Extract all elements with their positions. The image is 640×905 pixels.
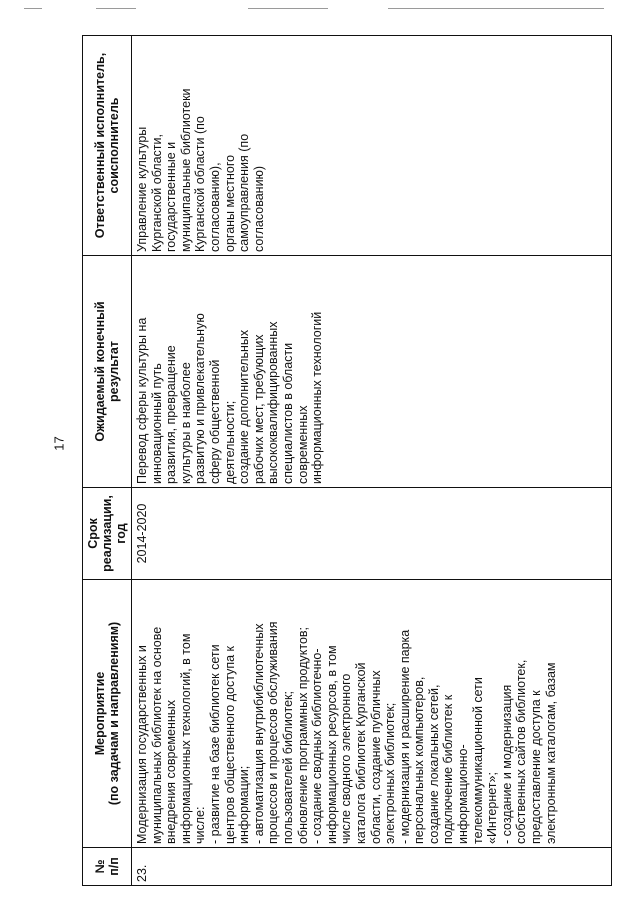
text-line: - автоматизация внутрибиблиотечных [251, 623, 266, 844]
text-line: Курганской области, [149, 134, 164, 252]
text-line: электронным каталогам, базам [543, 662, 558, 844]
text-line: телекоммуникационной сети [470, 677, 485, 844]
text-line: государственные и [164, 141, 179, 252]
header-number [83, 848, 132, 886]
text-line: (по задачам и направлениям) [107, 621, 121, 806]
text-line: результат [107, 341, 121, 402]
text-line: Перевод сферы культуры на [135, 317, 149, 484]
text-line: информации; [237, 765, 252, 844]
text-line: персональных компьютеров, [412, 676, 427, 844]
activity-table [82, 35, 612, 886]
text-line: подключение библиотек к [441, 694, 456, 844]
text-line: пользователей библиотек; [280, 691, 295, 844]
text-line: информационных технологий [310, 311, 325, 484]
text-line: информационных ресурсов, в том [324, 645, 339, 844]
text-line: Ответственный исполнитель, [93, 52, 107, 239]
row-period: 2014-2020 [132, 488, 612, 580]
scan-artifact-line [248, 8, 328, 9]
text-line: инновационный путь [149, 363, 164, 484]
header-period [83, 488, 132, 580]
row-executor [132, 36, 612, 256]
text-line: сферу общественной [207, 359, 222, 484]
text-line: создание дополнительных [237, 329, 252, 484]
text-line: деятельности; [222, 400, 237, 484]
text-line: - создание сводных библиотечно- [310, 648, 325, 844]
text-line: электронных библиотек; [383, 702, 398, 844]
text-line: культуры в наиболее [178, 362, 193, 484]
text-line: «Интернет»; [485, 772, 500, 844]
row-result [132, 256, 612, 488]
scan-artifact-line [24, 8, 42, 9]
text-line: информационных технологий, в том [178, 633, 193, 844]
text-line: Мероприятие [93, 671, 107, 756]
text-line: специалистов в области [280, 342, 295, 484]
text-line: Ожидаемый конечный [93, 301, 107, 442]
text-line: рабочих мест, требующих [251, 334, 266, 484]
rotated-table-sheet [82, 36, 612, 886]
text-line: - развитие на базе библиотек сети [207, 644, 222, 844]
text-line: согласованию) [251, 165, 266, 252]
text-line: самоуправления (по [237, 133, 252, 252]
text-line: органы местного [222, 154, 237, 252]
text-line: соисполнитель [107, 97, 121, 194]
text-line: развития, превращение [164, 345, 179, 484]
scan-artifact-line [388, 8, 604, 9]
text-line: создание локальных сетей, [426, 684, 441, 844]
text-line: числе: [193, 806, 208, 844]
text-line: № [93, 859, 107, 874]
text-line: Модернизация государственных и [135, 645, 149, 844]
text-line: муниципальных библиотек на основе [149, 626, 164, 844]
page-number: 17 [51, 436, 67, 451]
scan-artifact-line [96, 8, 136, 9]
text-line: центров общественного доступа к [222, 646, 237, 844]
row-number: 23. [132, 848, 612, 886]
text-line: год [114, 523, 128, 544]
text-line: Срок [86, 518, 100, 549]
text-line: предоставление доступа к [529, 690, 544, 844]
text-line: процессов и процессов обслуживания [266, 621, 281, 844]
header-activity [83, 580, 132, 848]
text-line: числе сводного электронного [339, 673, 354, 844]
text-line: современных [295, 405, 310, 484]
text-line: п/п [107, 857, 121, 876]
table-header-row [83, 36, 132, 886]
header-executor [83, 36, 132, 256]
text-line: - создание и модернизация [499, 684, 514, 844]
text-line: реализации, [100, 495, 114, 572]
header-result [83, 256, 132, 488]
table-row [132, 36, 612, 886]
text-line: каталога библиотек Курганской [353, 662, 368, 844]
text-line: обновление программных продуктов; [295, 626, 310, 844]
text-line: области, создание публичных [368, 670, 383, 844]
text-line: Курганской области (по [193, 116, 208, 252]
text-line: согласованию), [207, 162, 222, 252]
text-line: развитую и привлекательную [193, 313, 208, 484]
text-line: информационно- [456, 744, 471, 844]
text-line: собственных сайтов библиотек, [514, 659, 529, 844]
text-line: высококвалифицированных [266, 321, 281, 484]
text-line: - модернизация и расширение парка [397, 629, 412, 844]
row-activity [132, 580, 612, 848]
text-line: внедрения современных [164, 699, 179, 844]
text-line: Управление культуры [135, 126, 149, 252]
text-line: муниципальные библиотеки [178, 88, 193, 252]
